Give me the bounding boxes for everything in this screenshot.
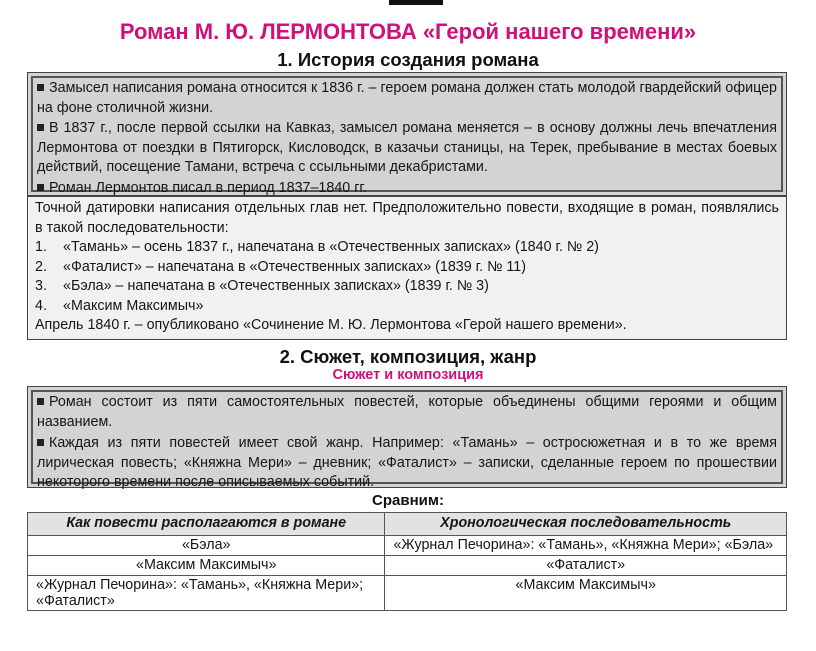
table-row bbox=[28, 536, 787, 556]
list-item: 3. «Бэла» – напечатана в «Отечественных записках» (1839 г. № 3) bbox=[35, 278, 489, 294]
table-cell: «Фаталист» bbox=[385, 556, 787, 576]
plot-bullet-2: Каждая из пяти повестей имеет свой жанр. Например: «Тамань» – остросюжетная и в то же время лирическая повесть; «Княжна Мери» – дневник; «Фаталист» – записки, сделанные героем по прошествии некоторого времени после описываемых событий. bbox=[37, 435, 777, 490]
table-cell: «Максим Максимыч» bbox=[28, 556, 385, 576]
column-header: Хронологическая последовательность bbox=[385, 513, 787, 536]
table-cell: «Журнал Печорина»: «Тамань», «Княжна Мери»; «Бэла» bbox=[385, 536, 787, 556]
table-row bbox=[28, 556, 787, 576]
plot-bullets-box bbox=[27, 386, 787, 488]
square-bullet-icon bbox=[37, 124, 44, 131]
table-cell: «Журнал Печорина»: «Тамань», «Княжна Мери»; «Фаталист» bbox=[28, 576, 385, 611]
square-bullet-icon bbox=[37, 398, 44, 405]
page-title: Роман М. Ю. ЛЕРМОНТОВА «Герой нашего времени» bbox=[119, 19, 697, 44]
history-dating-box bbox=[27, 196, 787, 340]
plot-bullet-1: Роман состоит из пяти самостоятельных повестей, которые объединены общими героями и общим названием. bbox=[37, 394, 777, 430]
square-bullet-icon bbox=[37, 439, 44, 446]
table-cell: «Максим Максимыч» bbox=[385, 576, 787, 611]
table-cell: «Бэла» bbox=[28, 536, 385, 556]
column-header: Как повести располагаются в романе bbox=[28, 513, 385, 536]
table-row bbox=[28, 576, 787, 611]
top-decoration-bar bbox=[389, 0, 443, 5]
history-bullet-1: Замысел написания романа относится к 1836 г. – героем романа должен стать молодой гвардейский офицер на фоне столичной жизни. bbox=[37, 80, 777, 116]
section2-heading: 2. Сюжет, композиция, жанр bbox=[279, 346, 537, 367]
section2-subheading: Сюжет и композиция bbox=[332, 367, 484, 383]
square-bullet-icon bbox=[37, 184, 44, 191]
history-bullets-box bbox=[27, 72, 787, 196]
publication-note: Апрель 1840 г. – опубликовано «Сочинение М. Ю. Лермонтова «Герой нашего времени». bbox=[35, 317, 627, 333]
section1-heading: 1. История создания романа bbox=[277, 49, 539, 70]
dating-intro: Точной датировки написания отдельных глав нет. Предположительно повести, входящие в роман, появлялись в такой последовательности: bbox=[35, 200, 779, 236]
square-bullet-icon bbox=[37, 84, 44, 91]
comparison-table bbox=[27, 512, 787, 611]
table-header-row bbox=[28, 513, 787, 536]
list-item: 1. «Тамань» – осень 1837 г., напечатана в «Отечественных записках» (1840 г. № 2) bbox=[35, 239, 599, 255]
history-bullet-2: В 1837 г., после первой ссылки на Кавказ, замысел романа меняется – в основу должны лечь впечатления Лермонтова от поездки в Пятигорск, Кисловодск, в казачьи станицы, на Терек, пребывание в местах боевых действий, посещение Тамани, встреча с ссыльными декабристами. bbox=[37, 120, 777, 175]
list-item: 4. «Максим Максимыч» bbox=[35, 297, 204, 314]
compare-heading: Сравним: bbox=[372, 492, 444, 509]
list-item: 2. «Фаталист» – напечатана в «Отечественных записках» (1839 г. № 11) bbox=[35, 258, 526, 275]
history-bullet-3: Роман Лермонтов писал в период 1837–1840 гг. bbox=[33, 179, 781, 199]
